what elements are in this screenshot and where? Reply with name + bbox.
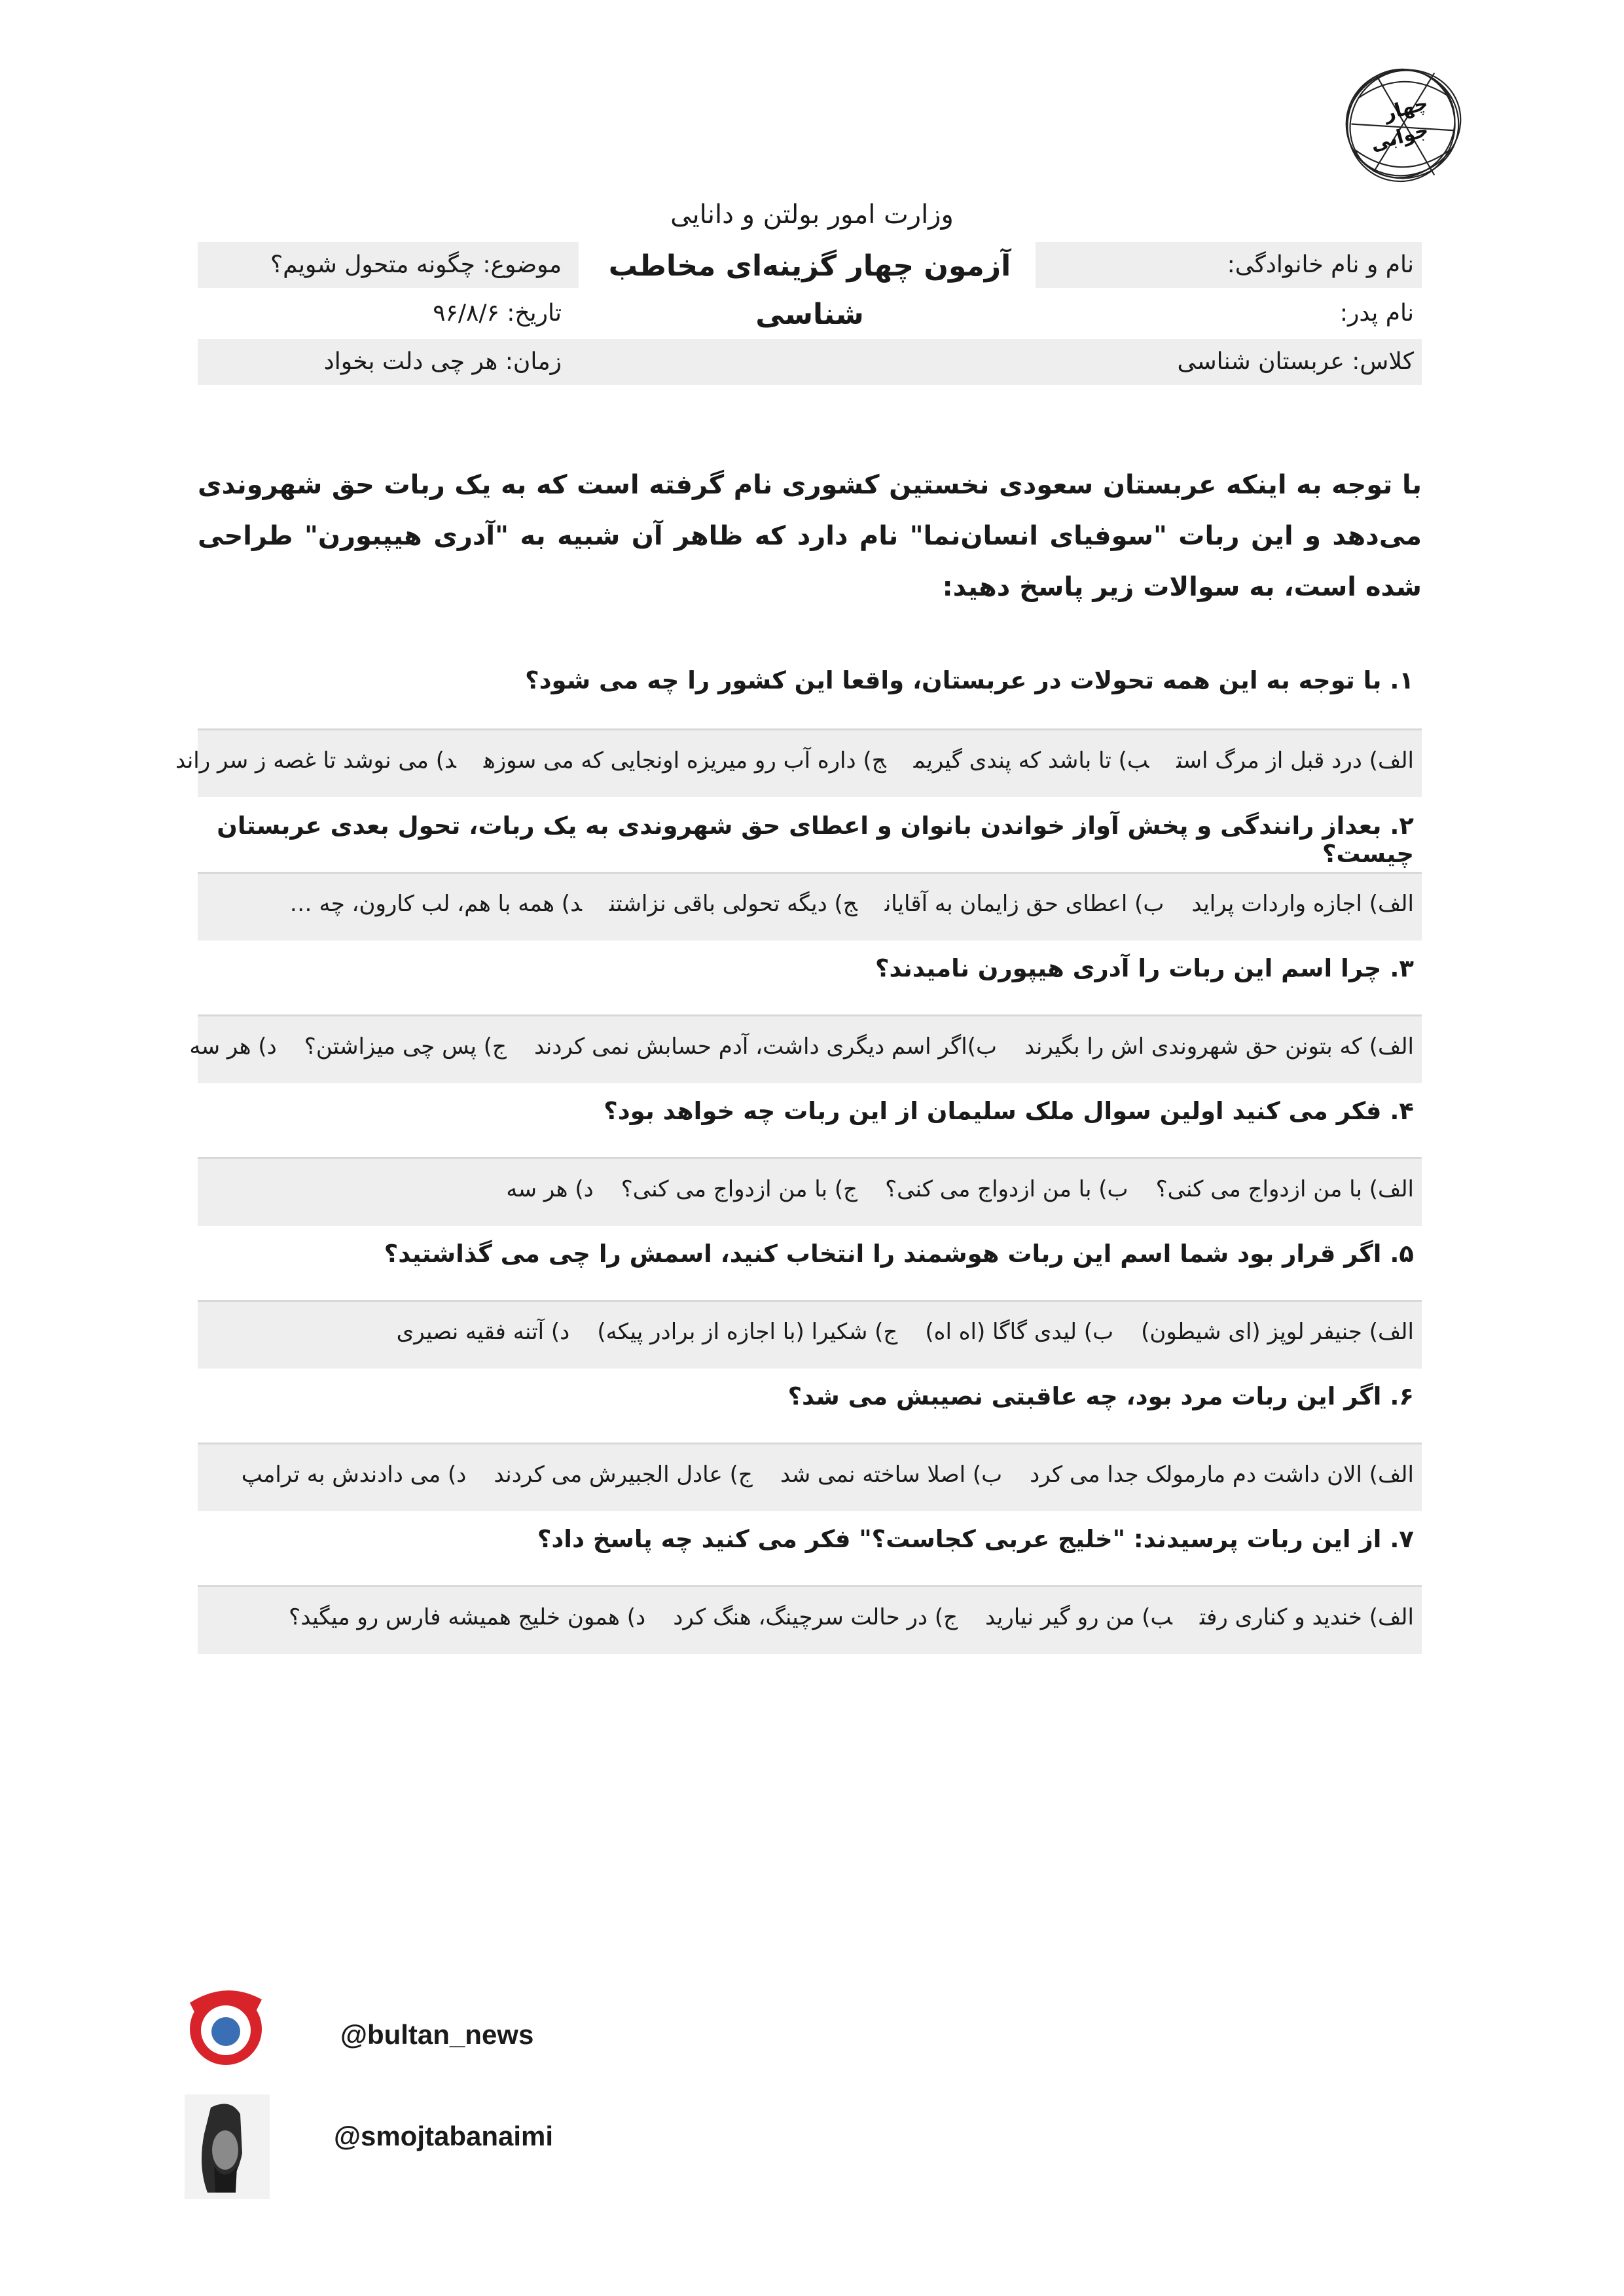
option-7-c[interactable]: ج) در حالت سرچینگ، هنگ کرد [673, 1604, 958, 1630]
option-6-b[interactable]: ب) اصلا ساخته نمی شد [780, 1462, 1003, 1488]
option-3-b[interactable]: ب)اگر اسم دیگری داشت، آدم حسابش نمی کردند [533, 1033, 998, 1060]
option-1-a[interactable]: الف) درد قبل از مرگ است [1176, 747, 1414, 774]
time-label: زمان: هر چی دلت بخواد [323, 348, 562, 375]
father-name-label: نام پدر: [1339, 300, 1414, 327]
option-3-d[interactable]: د) هر سه [189, 1033, 277, 1060]
option-7-d[interactable]: د) همون خلیج همیشه فارس رو میگید؟ [289, 1604, 646, 1630]
option-1-d[interactable]: د) می نوشد تا غصه ز سر راند [175, 747, 456, 774]
question-7: ۷. از این ربات پرسیدند: "خلیج عربی کجاست؟" فکر می کنید چه پاسخ داد؟ [537, 1525, 1414, 1553]
options-7 [198, 1585, 1422, 1654]
options-5 [198, 1300, 1422, 1369]
exam-title: آزمون چهار گزینه‌ای مخاطب شناسی [608, 249, 1011, 331]
option-6-d[interactable]: د) می دادندش به ترامپ [241, 1462, 467, 1488]
option-4-d[interactable]: د) هر سه [506, 1176, 594, 1202]
question-2: ۲. بعداز رانندگی و پخش آواز خواندن بانوان و اعطای حق شهروندی به یک ربات، تحول بعدی عربستان چیست؟ [217, 812, 1414, 868]
options-3 [189, 1014, 1422, 1083]
ministry-name: وزارت امور بولتن و دانایی [670, 200, 954, 230]
option-5-b[interactable]: ب) لیدی گاگا (اه اه) [925, 1319, 1114, 1345]
option-5-a[interactable]: الف) جنیفر لوپز (ای شیطون) [1141, 1319, 1414, 1345]
options-2 [198, 872, 1422, 941]
option-2-b[interactable]: ب) اعطای حق زایمان به آقایان [884, 891, 1164, 917]
option-1-c[interactable]: ج) داره آب رو میریزه اونجایی که می سوزه [483, 747, 886, 774]
option-4-a[interactable]: الف) با من ازدواج می کنی؟ [1155, 1176, 1414, 1202]
option-7-a[interactable]: الف) خندید و کناری رفت [1199, 1604, 1414, 1630]
options-6 [198, 1443, 1422, 1511]
bultan-logo-icon [177, 1977, 275, 2075]
options-1 [175, 728, 1422, 797]
option-3-a[interactable]: الف) که بتونن حق شهروندی اش را بگیرند [1024, 1033, 1414, 1060]
author-handle[interactable]: @smojtabanaimi [334, 2121, 554, 2151]
logo-text-line1: چهار [1381, 91, 1431, 125]
option-2-c[interactable]: ج) دیگه تحولی باقی نزاشتن [609, 891, 857, 917]
question-3: ۳. چرا اسم این ربات را آدری هیپورن نامیدند؟ [875, 954, 1414, 982]
option-4-b[interactable]: ب) با من ازدواج می کنی؟ [885, 1176, 1128, 1202]
question-5: ۵. اگر قرار بود شما اسم این ربات هوشمند را انتخاب کنید، اسمش را چی می گذاشتید؟ [384, 1240, 1414, 1268]
option-1-b[interactable]: ب) تا باشد که پندی گیریم [913, 747, 1149, 774]
class-label: کلاس: عربستان شناسی [1177, 348, 1414, 375]
question-1: ۱. با توجه به این همه تحولات در عربستان، واقعا این کشور را چه می شود؟ [525, 666, 1414, 694]
bultan-news-handle[interactable]: @bultan_news [340, 2019, 534, 2050]
subject-label: موضوع: چگونه متحول شویم؟ [198, 242, 579, 288]
option-2-d[interactable]: د) همه با هم، لب کارون، چه … [289, 891, 582, 917]
question-6: ۶. اگر این ربات مرد بود، چه عاقبتی نصیبش می شد؟ [787, 1382, 1414, 1410]
question-4: ۴. فکر می کنید اولین سوال ملک سلیمان از این ربات چه خواهد بود؟ [604, 1097, 1414, 1125]
date-label: تاریخ: ۹۶/۸/۶ [433, 300, 562, 327]
options-4 [198, 1157, 1422, 1226]
option-2-a[interactable]: الف) اجازه واردات پراید [1191, 891, 1414, 917]
option-6-c[interactable]: ج) عادل الجبیرش می کردند [494, 1462, 753, 1488]
intro-paragraph: با توجه به اینکه عربستان سعودی نخستین کشوری نام گرفته است که به یک ربات حق شهروندی می‌دهد و این ربات "سوفیای انسان‌نما" نام دارد که ظاهر آن شبیه به "آدری هیپبورن" طراحی شده است، به سوالات زیر پاسخ دهید: [198, 470, 1422, 602]
option-6-a[interactable]: الف) الان داشت دم مارمولک جدا می کرد [1030, 1462, 1414, 1488]
option-5-d[interactable]: د) آتنه فقیه نصیری [396, 1319, 570, 1345]
logo-text-line2: جوابی [1368, 118, 1431, 156]
author-avatar [185, 2094, 270, 2199]
chahar-javabi-logo [1339, 60, 1466, 188]
option-4-c[interactable]: ج) با من ازدواج می کنی؟ [621, 1176, 858, 1202]
option-3-c[interactable]: ج) پس چی میزاشتن؟ [304, 1033, 507, 1060]
option-7-b[interactable]: ب) من رو گیر نیارید [985, 1604, 1172, 1630]
name-field-label: نام و نام خانوادگی: [1036, 242, 1422, 288]
option-5-c[interactable]: ج) شکیرا (با اجازه از برادر پیکه) [597, 1319, 898, 1345]
